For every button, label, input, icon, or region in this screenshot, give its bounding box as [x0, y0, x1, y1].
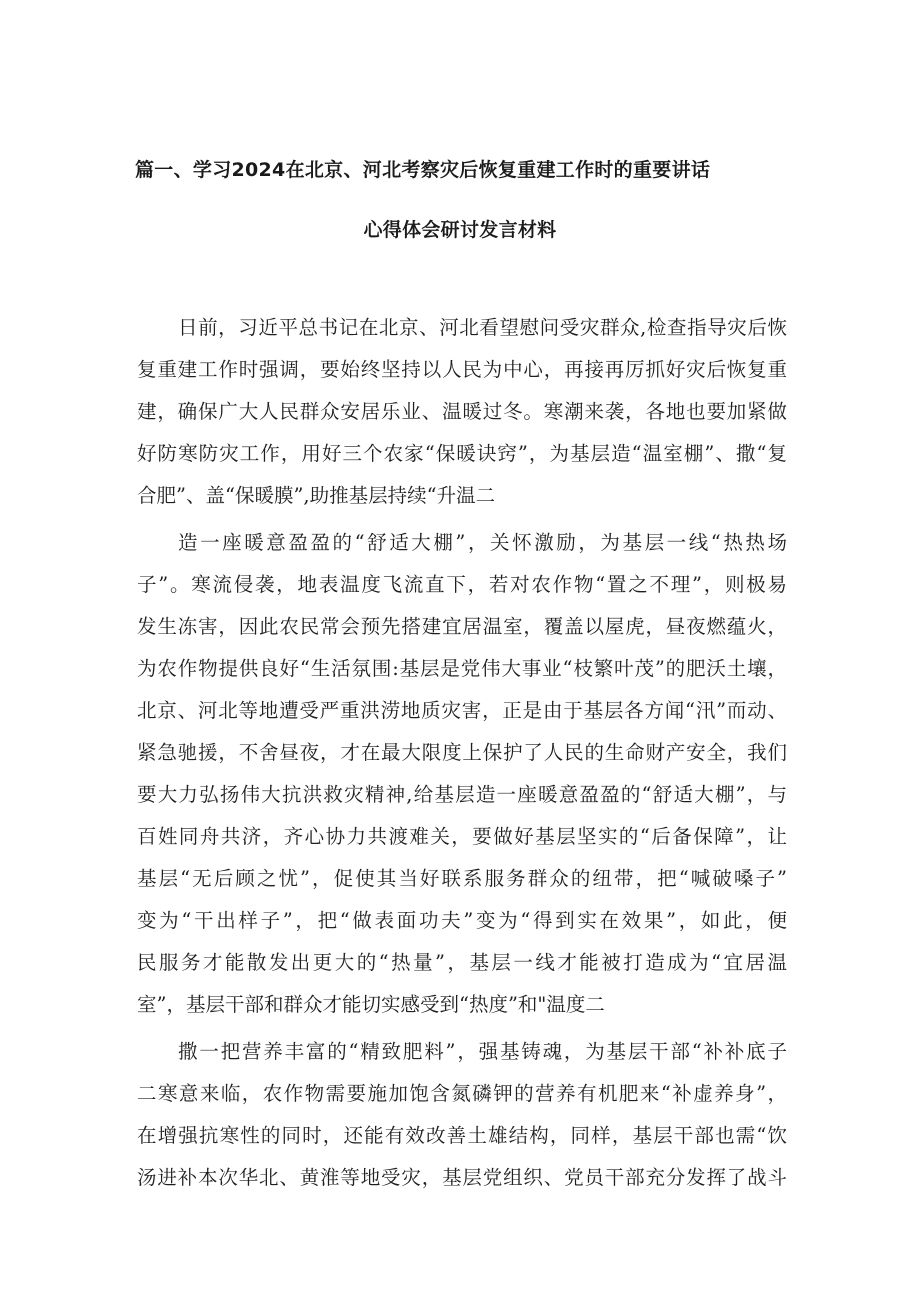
paragraph-line: 二寒意来临，农作物需要施加饱含氮磷钾的营养有机肥来“补虚养身”，: [137, 1082, 787, 1105]
paragraph-line: 造一座暖意盈盈的“舒适大棚”，关怀激励，为基层一线“热热场: [178, 531, 787, 554]
paragraph-line: 民服务才能散发出更大的“热量”，基层一线才能被打造成为“宜居温: [137, 951, 787, 974]
paragraph-line: 为农作物提供良好“生活氛围:基层是党伟大事业“枝繁叶茂”的肥沃土壤，: [137, 657, 787, 680]
paragraph-line: 发生冻害，因此农民常会预先搭建宜居温室，覆盖以屋虎，昼夜燃蕴火，: [137, 615, 787, 638]
paragraph-line: 百姓同舟共济，齐心协力共渡难关，要做好基层坚实的“后备保障”，让: [137, 825, 787, 848]
paragraph-line: 变为“干出样子”，把“做表面功夫”变为“得到实在效果”，如此，便: [137, 909, 787, 932]
paragraph-line: 室”，基层干部和群众才能切实感受到“热度”和"温度二: [137, 993, 605, 1016]
paragraph-line: 撒一把营养丰富的“精致肥料”，强基铸魂，为基层干部“补补底子: [178, 1040, 787, 1063]
paragraph-line: 建，确保广大人民群众安居乐业、温暖过冬。寒潮来袭，各地也要加紧做: [137, 400, 787, 423]
paragraph-line: 要大力弘扬伟大抗洪救灾精神,给基层造一座暖意盈盈的“舒适大棚”，与: [137, 783, 787, 806]
paragraph-line: 北京、河北等地遭受严重洪涝地质灾害，正是由于基层各方闻“汛”而动、: [137, 699, 787, 722]
paragraph-line: 子”。寒流侵袭，地表温度飞流直下，若对农作物“置之不理”，则极易: [137, 573, 787, 596]
paragraph-line: 汤进补本次华北、黄淮等地受灾，基层党组织、党员干部充分发挥了战斗: [137, 1166, 787, 1189]
paragraph-line: 合肥”、盖“保暖膜”,助推基层持续“升温二: [137, 484, 496, 507]
paragraph-line: 复重建工作时强调，要始终坚持以人民为中心，再接再厉抓好灾后恢复重: [137, 358, 787, 381]
paragraph-line: 好防寒防灾工作，用好三个农家“保暖诀窍”，为基层造“温室棚”、撒“复: [137, 442, 787, 465]
document-title-line-2: 心得体会研讨发言材料: [363, 219, 557, 241]
document-title-line-1: 篇一、学习2024在北京、河北考察灾后恢复重建工作时的重要讲话: [135, 159, 711, 181]
paragraph-line: 在增强抗寒性的同时，还能有效改善土雄结构，同样，基层干部也需“饮: [137, 1124, 787, 1147]
paragraph-line: 日前，习近平总书记在北京、河北看望慰问受灾群众,检查指导灾后恢: [178, 316, 787, 339]
paragraph-line: 基层“无后顾之忧”，促使其当好联系服务群众的纽带，把“喊破嗓子”: [137, 867, 787, 890]
paragraph-line: 紧急驰援，不舍昼夜，才在最大限度上保护了人民的生命财产安全，我们: [137, 741, 787, 764]
